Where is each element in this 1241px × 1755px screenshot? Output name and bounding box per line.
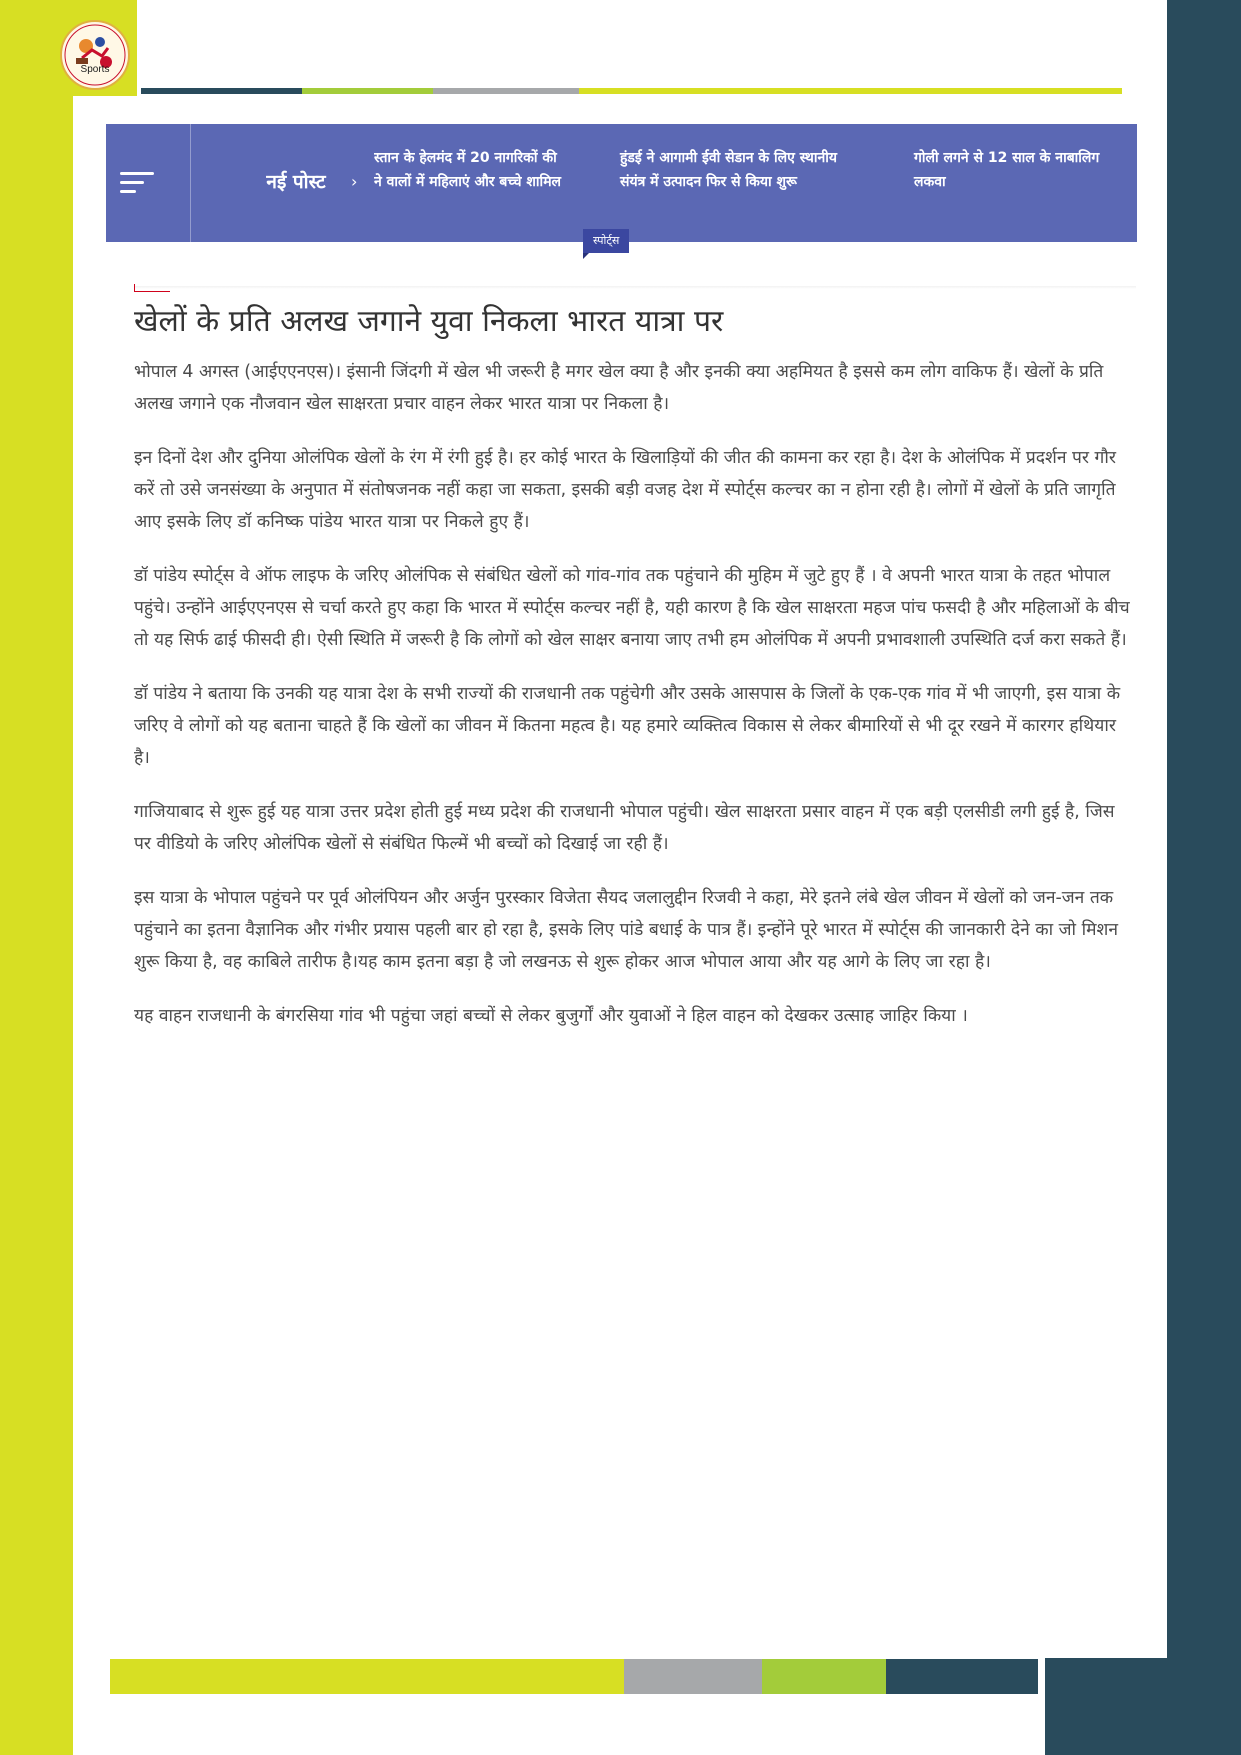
ticker-headline-line: लकवा xyxy=(914,174,946,190)
ticker-headline[interactable] xyxy=(620,146,837,194)
ticker-headline-line: स्तान के हेलमंद में 20 नागरिकों की xyxy=(374,150,557,166)
bottom-right-decorative-block xyxy=(1045,1658,1167,1755)
left-decorative-band xyxy=(0,0,73,1755)
ticker-viewport xyxy=(374,146,1129,196)
news-ticker-bar xyxy=(106,124,1137,242)
article-paragraph: इन दिनों देश और दुनिया ओलंपिक खेलों के रंग में रंगी हुई है। हर कोई भारत के खिलाड़ियों की जीत की कामना कर रहा है। देश के ओलंपिक में प्रदर्शन पर गौर करें तो उसे जनसंख्या के अनुपात में संतोषजनक नहीं कहा जा सकता, इसकी बड़ी वजह देश में स्पोर्ट्स कल्चर का न होना रही है। लोगों में खेलों के प्रति जागृति आए इसके लिए डॉ कनिष्क पांडेय भारत यात्रा पर निकले हुए हैं। xyxy=(134,448,1116,532)
article-body xyxy=(134,356,1134,1054)
article-paragraph: डॉ पांडेय ने बताया कि उनकी यह यात्रा देश के सभी राज्यों की राजधानी तक पहुंचेगी और उसके आसपास के जिलों के एक-एक गांव में भी जाएगी, इस यात्रा के जरिए वे लोगों को यह बताना चाहते हैं कि खेलों का जीवन में कितना महत्व है। यह हमारे व्यक्तित्व विकास से लेकर बीमारियों से भी दूर रखने में कारगर हथियार है। xyxy=(134,684,1121,768)
sports-logo xyxy=(60,20,130,90)
stripe-navy xyxy=(141,88,302,94)
stripe-gray xyxy=(433,88,579,94)
article-title: खेलों के प्रति अलख जगाने युवा निकला भारत यात्रा पर xyxy=(134,304,724,339)
ticker-headline-line: गोली लगने से 12 साल के नाबालिग xyxy=(914,150,1100,166)
red-corner-mark xyxy=(134,284,170,292)
nav-divider xyxy=(190,124,191,242)
ticker-headline-line: संयंत्र में उत्पादन फिर से किया शुरू xyxy=(620,174,797,190)
ticker-headline[interactable] xyxy=(374,146,561,194)
article-paragraph: यह वाहन राजधानी के बंगरसिया गांव भी पहुंचा जहां बच्चों से लेकर बुजुर्गों और युवाओं ने हिल वाहन को देखकर उत्साह जाहिर किया । xyxy=(134,1006,968,1026)
ticker-headline[interactable] xyxy=(914,146,1099,194)
stripe-gray xyxy=(624,1659,762,1694)
stripe-navy xyxy=(886,1659,1038,1694)
stripe-lime xyxy=(579,88,1122,94)
chevron-right-icon[interactable]: › xyxy=(351,172,358,191)
article-paragraph: इस यात्रा के भोपाल पहुंचने पर पूर्व ओलंपियन और अर्जुन पुरस्कार विजेता सैयद जलालुद्दीन रिजवी ने कहा, मेरे इतने लंबे खेल जीवन में खेलों को जन-जन तक पहुंचाने का इतना वैज्ञानिक और गंभीर प्रयास पहली बार हो रहा है, इसके लिए पांडे बधाई के पात्र हैं। इन्होंने पूरे भारत में स्पोर्ट्स की जानकारी देने का जो मिशन शुरू किया है, वह काबिले तारीफ है।यह काम इतना बड़ा है जो लखनऊ से शुरू होकर आज भोपाल आया और यह आगे के लिए जा रहा है। xyxy=(134,888,1118,972)
section-separator xyxy=(134,286,1136,289)
stripe-green xyxy=(762,1659,886,1694)
category-badge[interactable]: स्पोर्ट्स xyxy=(583,229,629,253)
ticker-headline-line: ने वालों में महिलाएं और बच्चे शामिल xyxy=(374,174,562,190)
hamburger-menu-icon[interactable] xyxy=(120,168,160,198)
sports-logo-emblem-icon xyxy=(62,22,128,88)
logo-label: Sports xyxy=(80,64,110,75)
article-paragraph: भोपाल 4 अगस्त (आईएएनएस)। इंसानी जिंदगी में खेल भी जरूरी है मगर खेल क्या है और इनकी क्या अहमियत है इससे कम लोग वाकिफ हैं। खेलों के प्रति अलख जगाने एक नौजवान खेल साक्षरता प्रचार वाहन लेकर भारत यात्रा पर निकला है। xyxy=(134,362,1104,414)
stripe-green xyxy=(302,88,433,94)
ticker-headline-line: हुंडई ने आगामी ईवी सेडान के लिए स्थानीय xyxy=(620,150,837,166)
new-posts-label: नई पोस्ट xyxy=(266,171,326,193)
article-paragraph: डॉ पांडेय स्पोर्ट्स वे ऑफ लाइफ के जरिए ओलंपिक से संबंधित खेलों को गांव-गांव तक पहुंचाने की मुहिम में जुटे हुए हैं । वे अपनी भारत यात्रा के तहत भोपाल पहुंचे। उन्होंने आईएएनएस से चर्चा करते हुए कहा कि भारत में स्पोर्ट्स कल्चर नहीं है, यही कारण है कि खेल साक्षरता महज पांच फसदी है और महिलाओं के बीच तो यह सिर्फ ढाई फीसदी ही। ऐसी स्थिति में जरूरी है कि लोगों को खेल साक्षर बनाया जाए तभी हम ओलंपिक में अपनी प्रभावशाली उपस्थिति दर्ज करा सकते हैं। xyxy=(134,566,1130,650)
right-decorative-band xyxy=(1167,0,1241,1755)
stripe-lime xyxy=(110,1659,624,1694)
article-paragraph: गाजियाबाद से शुरू हुई यह यात्रा उत्तर प्रदेश होती हुई मध्य प्रदेश की राजधानी भोपाल पहुंची। खेल साक्षरता प्रसार वाहन में एक बड़ी एलसीडी लगी हुई है, जिस पर वीडियो के जरिए ओलंपिक खेलों से संबंधित फिल्में भी बच्चों को दिखाई जा रही हैं। xyxy=(134,802,1115,854)
